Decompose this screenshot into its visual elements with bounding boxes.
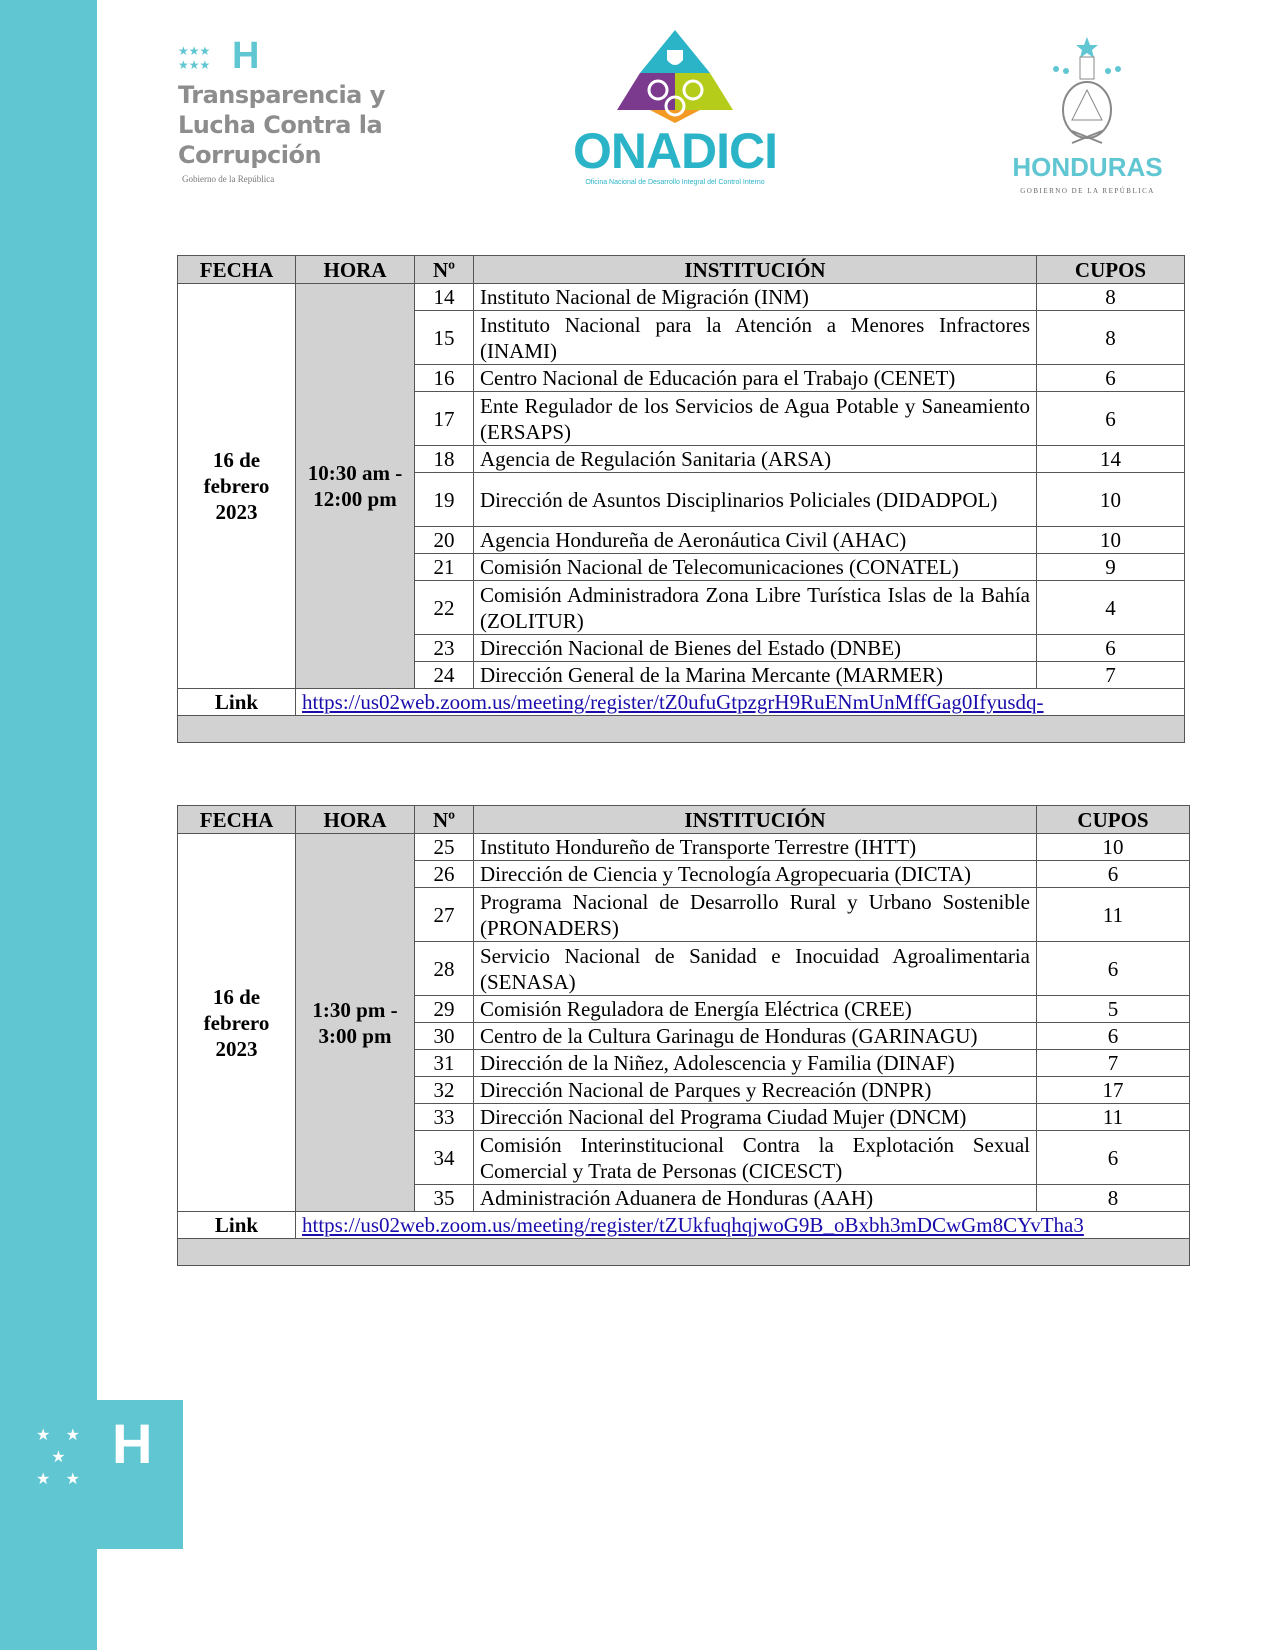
number-cell: 20 bbox=[415, 527, 474, 554]
onadici-emblem-icon bbox=[555, 28, 795, 124]
hora-text: 1:30 pm - bbox=[312, 997, 398, 1022]
logo-text: Lucha Contra la bbox=[178, 111, 383, 139]
hora-text: 12:00 pm bbox=[313, 487, 397, 511]
honduras-name: HONDURAS bbox=[1012, 152, 1163, 182]
cupos-cell: 14 bbox=[1037, 446, 1185, 473]
cupos-cell: 17 bbox=[1037, 1077, 1190, 1104]
fecha-cell bbox=[178, 284, 296, 689]
number-cell: 32 bbox=[415, 1077, 474, 1104]
number-cell: 14 bbox=[415, 284, 474, 311]
cupos-cell: 9 bbox=[1037, 554, 1185, 581]
institution-cell: Dirección Nacional de Bienes del Estado (DNBE) bbox=[474, 635, 1037, 662]
institution-cell: Instituto Nacional de Migración (INM) bbox=[474, 284, 1037, 311]
cupos-cell: 10 bbox=[1037, 834, 1190, 861]
number-cell: 24 bbox=[415, 662, 474, 689]
fecha-text: febrero bbox=[203, 1010, 270, 1035]
column-header: FECHA bbox=[178, 256, 296, 284]
link-cell bbox=[296, 1212, 1190, 1239]
table-row bbox=[178, 834, 1190, 861]
cupos-cell: 6 bbox=[1037, 942, 1190, 996]
column-header: INSTITUCIÓN bbox=[474, 256, 1037, 284]
fecha-text: 2023 bbox=[215, 1036, 258, 1061]
cupos-cell: 6 bbox=[1037, 365, 1185, 392]
empty-cell bbox=[178, 716, 1185, 743]
institution-cell: Dirección Nacional de Parques y Recreación (DNPR) bbox=[474, 1077, 1037, 1104]
column-header: CUPOS bbox=[1037, 806, 1190, 834]
cupos-cell: 10 bbox=[1037, 473, 1185, 527]
cupos-cell: 6 bbox=[1037, 1023, 1190, 1050]
institution-cell: Dirección de Ciencia y Tecnología Agropecuaria (DICTA) bbox=[474, 861, 1037, 888]
h-logo-icon: H bbox=[232, 35, 260, 77]
column-header: INSTITUCIÓN bbox=[474, 806, 1037, 834]
cupos-cell: 11 bbox=[1037, 1104, 1190, 1131]
number-cell: 15 bbox=[415, 311, 474, 365]
schedule-table-1 bbox=[177, 255, 1185, 743]
honduras-subtitle: GOBIERNO DE LA REPÚBLICA bbox=[1020, 187, 1155, 195]
cupos-cell: 6 bbox=[1037, 861, 1190, 888]
number-cell: 30 bbox=[415, 1023, 474, 1050]
h-logo-icon: H bbox=[112, 1412, 153, 1475]
fecha-text: febrero bbox=[203, 474, 270, 498]
number-cell: 29 bbox=[415, 996, 474, 1023]
stars-icon: ★ ★ ★ ★ ★ bbox=[36, 1425, 80, 1488]
institution-cell: Dirección Nacional del Programa Ciudad Mujer (DNCM) bbox=[474, 1104, 1037, 1131]
fecha-text: 16 de bbox=[212, 984, 261, 1009]
institution-cell: Ente Regulador de los Servicios de Agua Potable y Saneamiento (ERSAPS) bbox=[474, 392, 1037, 446]
logo-honduras bbox=[1000, 35, 1175, 195]
cupos-cell: 8 bbox=[1037, 1185, 1190, 1212]
logo-subtitle: Gobierno de la República bbox=[182, 174, 275, 184]
cupos-cell: 8 bbox=[1037, 284, 1185, 311]
onadici-subtitle: Oficina Nacional de Desarrollo Integral del Control Interno bbox=[585, 179, 765, 186]
column-header: Nº bbox=[415, 256, 474, 284]
number-cell: 33 bbox=[415, 1104, 474, 1131]
empty-row bbox=[178, 1239, 1190, 1266]
header-row bbox=[178, 806, 1190, 834]
cupos-cell: 6 bbox=[1037, 392, 1185, 446]
hora-cell bbox=[296, 834, 415, 1212]
cupos-cell: 6 bbox=[1037, 1131, 1190, 1185]
coat-of-arms-icon bbox=[1000, 35, 1175, 150]
cupos-cell: 4 bbox=[1037, 581, 1185, 635]
institution-cell: Comisión Nacional de Telecomunicaciones (CONATEL) bbox=[474, 554, 1037, 581]
link-cell bbox=[296, 689, 1185, 716]
schedule-table-2 bbox=[177, 805, 1190, 1266]
stars-icon: ★★★ ★★★ bbox=[178, 44, 211, 72]
fecha-text: 16 de bbox=[212, 448, 261, 472]
logo-onadici bbox=[555, 28, 795, 188]
number-cell: 16 bbox=[415, 365, 474, 392]
hora-text: 3:00 pm bbox=[318, 1023, 392, 1048]
link-row bbox=[178, 1212, 1190, 1239]
empty-cell bbox=[178, 1239, 1190, 1266]
number-cell: 35 bbox=[415, 1185, 474, 1212]
zoom-register-link[interactable]: https://us02web.zoom.us/meeting/register/tZ0ufuGtpzgrH9RuENmUnMffGag0Ifyusdq- bbox=[302, 690, 1044, 714]
institution-cell: Centro Nacional de Educación para el Trabajo (CENET) bbox=[474, 365, 1037, 392]
number-cell: 23 bbox=[415, 635, 474, 662]
institution-cell: Agencia de Regulación Sanitaria (ARSA) bbox=[474, 446, 1037, 473]
institution-cell: Comisión Interinstitucional Contra la Explotación Sexual Comercial y Trata de Personas (CICESCT) bbox=[474, 1131, 1037, 1185]
header-row bbox=[178, 256, 1185, 284]
institution-cell: Centro de la Cultura Garinagu de Honduras (GARINAGU) bbox=[474, 1023, 1037, 1050]
number-cell: 25 bbox=[415, 834, 474, 861]
institution-cell: Dirección de la Niñez, Adolescencia y Familia (DINAF) bbox=[474, 1050, 1037, 1077]
number-cell: 19 bbox=[415, 473, 474, 527]
number-cell: 31 bbox=[415, 1050, 474, 1077]
institution-cell: Comisión Reguladora de Energía Eléctrica (CREE) bbox=[474, 996, 1037, 1023]
institution-cell: Instituto Hondureño de Transporte Terrestre (IHTT) bbox=[474, 834, 1037, 861]
empty-row bbox=[178, 716, 1185, 743]
table-row bbox=[178, 284, 1185, 311]
zoom-register-link[interactable]: https://us02web.zoom.us/meeting/register/tZUkfuqhqjwoG9B_oBxbh3mDCwGm8CYvTha3 bbox=[302, 1213, 1084, 1237]
institution-cell: Dirección de Asuntos Disciplinarios Policiales (DIDADPOL) bbox=[474, 473, 1037, 527]
number-cell: 26 bbox=[415, 861, 474, 888]
onadici-name: ONADICI bbox=[572, 123, 778, 179]
number-cell: 17 bbox=[415, 392, 474, 446]
fecha-cell bbox=[178, 834, 296, 1212]
cupos-cell: 5 bbox=[1037, 996, 1190, 1023]
column-header: CUPOS bbox=[1037, 256, 1185, 284]
institution-cell: Administración Aduanera de Honduras (AAH) bbox=[474, 1185, 1037, 1212]
cupos-cell: 6 bbox=[1037, 635, 1185, 662]
column-header: FECHA bbox=[178, 806, 296, 834]
institution-cell: Comisión Administradora Zona Libre Turística Islas de la Bahía (ZOLITUR) bbox=[474, 581, 1037, 635]
hora-cell bbox=[296, 284, 415, 689]
link-label: Link bbox=[178, 1212, 296, 1239]
institution-cell: Servicio Nacional de Sanidad e Inocuidad Agroalimentaria (SENASA) bbox=[474, 942, 1037, 996]
logo-text: Corrupción bbox=[178, 141, 322, 169]
cupos-cell: 10 bbox=[1037, 527, 1185, 554]
cupos-cell: 7 bbox=[1037, 662, 1185, 689]
number-cell: 18 bbox=[415, 446, 474, 473]
column-header: HORA bbox=[296, 256, 415, 284]
number-cell: 28 bbox=[415, 942, 474, 996]
link-row bbox=[178, 689, 1185, 716]
number-cell: 34 bbox=[415, 1131, 474, 1185]
hora-text: 10:30 am - bbox=[307, 461, 403, 485]
logo-text: Transparencia y bbox=[178, 81, 385, 109]
institution-cell: Dirección General de la Marina Mercante (MARMER) bbox=[474, 662, 1037, 689]
institution-cell: Instituto Nacional para la Atención a Menores Infractores (INAMI) bbox=[474, 311, 1037, 365]
cupos-cell: 7 bbox=[1037, 1050, 1190, 1077]
number-cell: 27 bbox=[415, 888, 474, 942]
number-cell: 22 bbox=[415, 581, 474, 635]
cupos-cell: 11 bbox=[1037, 888, 1190, 942]
link-label: Link bbox=[178, 689, 296, 716]
institution-cell: Programa Nacional de Desarrollo Rural y Urbano Sostenible (PRONADERS) bbox=[474, 888, 1037, 942]
cupos-cell: 8 bbox=[1037, 311, 1185, 365]
institution-cell: Agencia Hondureña de Aeronáutica Civil (AHAC) bbox=[474, 527, 1037, 554]
column-header: Nº bbox=[415, 806, 474, 834]
number-cell: 21 bbox=[415, 554, 474, 581]
column-header: HORA bbox=[296, 806, 415, 834]
fecha-text: 2023 bbox=[215, 500, 258, 524]
